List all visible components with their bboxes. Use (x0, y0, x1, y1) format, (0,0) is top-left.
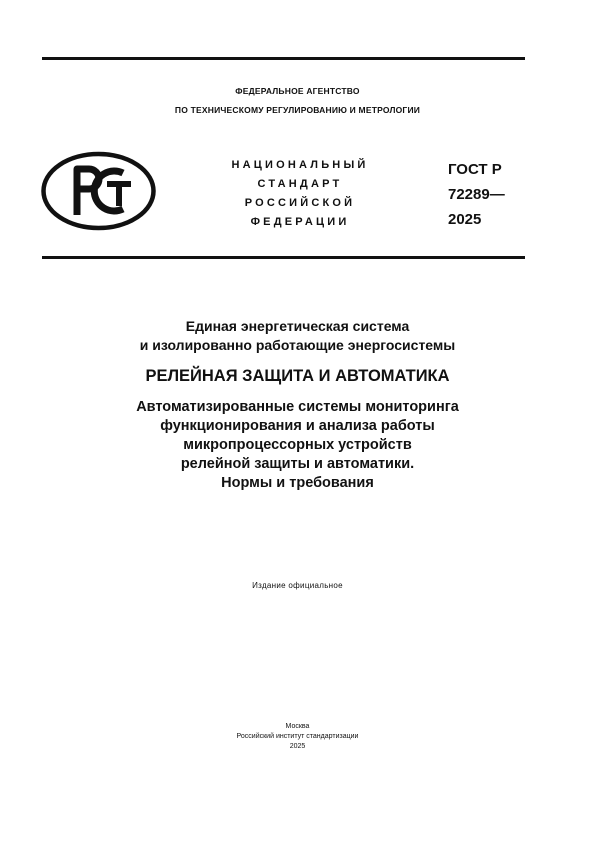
publisher-city: Москва (285, 723, 310, 730)
standard-type-line-4: ФЕДЕРАЦИИ (250, 216, 350, 228)
subtitle-line-4: релейной защиты и автоматики. (180, 456, 415, 472)
subtitle-line-5: Нормы и требования (221, 475, 374, 491)
subtitle-line-1: Автоматизированные системы мониторинга (136, 399, 459, 415)
middle-divider (42, 256, 525, 259)
standard-type (200, 156, 400, 232)
designation-line-1: ГОСТ Р (448, 161, 502, 178)
title-line-1: Единая энергетическая система (185, 318, 410, 334)
standard-type-line-1: НАЦИОНАЛЬНЫЙ (231, 159, 369, 171)
subtitle (0, 398, 595, 493)
designation-line-3: 2025 (448, 211, 482, 228)
title-line-2: и изолированно работающие энергосистемы (139, 337, 456, 353)
subtitle-line-2: функционирования и анализа работы (160, 418, 435, 434)
publisher-year: 2025 (289, 743, 306, 750)
standard-type-line-3: РОССИЙСКОЙ (244, 197, 356, 209)
publisher-institute: Российский институт стандартизации (236, 733, 359, 740)
top-divider (42, 57, 525, 60)
main-title: РЕЛЕЙНАЯ ЗАЩИТА И АВТОМАТИКА (145, 367, 450, 385)
agency-line-1: ФЕДЕРАЛЬНОЕ АГЕНТСТВО (235, 86, 360, 96)
rst-gost-emblem-icon (41, 151, 156, 231)
subtitle-line-3: микропроцессорных устройств (183, 437, 412, 453)
publisher-info (0, 722, 595, 752)
agency-header (0, 82, 595, 120)
edition-note: Издание официальное (252, 581, 343, 590)
standard-designation (448, 157, 505, 232)
document-title (0, 317, 595, 493)
standard-type-line-2: СТАНДАРТ (257, 178, 343, 190)
designation-line-2: 72289— (448, 186, 505, 203)
agency-line-2: ПО ТЕХНИЧЕСКОМУ РЕГУЛИРОВАНИЮ И МЕТРОЛОГИИ (174, 105, 421, 115)
